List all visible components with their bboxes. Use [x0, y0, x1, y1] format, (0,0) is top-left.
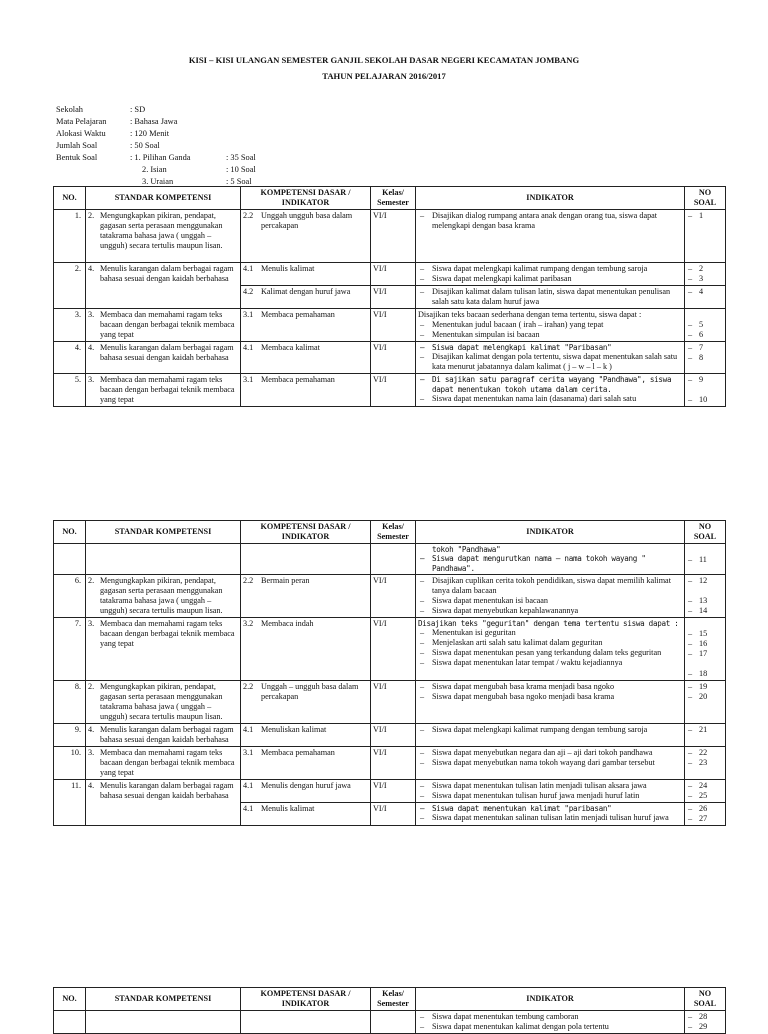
indikator-item: – Siswa dapat melengkapi kalimat paribasan — [418, 274, 682, 284]
sk-text: Membaca dan memahami ragam teks bacaan dengan berbagai teknik membaca yang tepat — [100, 747, 235, 777]
row-no: 7. — [54, 617, 86, 680]
kd-cell — [241, 779, 371, 802]
sk-num: 3. — [88, 747, 95, 757]
col-kelas: Kelas/ Semester — [371, 187, 416, 210]
soal-cell — [685, 617, 726, 680]
soal-number: – 21 — [687, 725, 723, 735]
indikator-cell — [416, 374, 685, 407]
kd-cell — [241, 309, 371, 342]
indikator-cell — [416, 779, 685, 802]
soal-number: – 25 — [687, 791, 723, 801]
label-jumlah: Jumlah Soal — [56, 141, 98, 150]
soal-number: – 17 — [687, 649, 723, 659]
soal-number: – 27 — [687, 814, 723, 824]
table-row — [54, 309, 726, 342]
label-mapel: Mata Pelajaran — [56, 117, 107, 126]
soal-number: – 16 — [687, 639, 723, 649]
kd-cell — [241, 574, 371, 617]
sk-text: Menulis karangan dalam berbagai ragam bahasa sesuai dengan kaidah berbahasa — [100, 343, 234, 362]
kisi-table-1 — [53, 186, 726, 407]
table-row — [54, 680, 726, 723]
indikator-item: – Siswa dapat menyebutkan nama tokoh wayang dari gambar tersebut — [418, 758, 682, 768]
label-sekolah: Sekolah — [56, 105, 83, 114]
indikator-item: – Siswa dapat menentukan salinan tulisan latin menjadi tulisan huruf jawa — [418, 813, 682, 823]
sk-text: Mengungkapkan pikiran, pendapat, gagasan serta perasaan menggunakan tatakrama bahasa jawa ( unggah – ungguh) secara tertulis maupun lisan. — [100, 211, 223, 250]
sk-cell — [86, 746, 241, 779]
sk-text: Mengungkapkan pikiran, pendapat, gagasan serta perasaan menggunakan tatakrama bahasa jawa ( unggah – ungguh) secara tertulis maupun lisan. — [100, 681, 223, 721]
kelas-cell: VI/I — [371, 342, 416, 374]
soal-number: – 7 — [687, 343, 723, 353]
value-sekolah: : SD — [130, 105, 146, 114]
document-subtitle: TAHUN PELAJARAN 2016/2017 — [322, 71, 446, 81]
row-no: 2. — [54, 263, 86, 309]
sk-cell — [86, 680, 241, 723]
sk-text: Membaca dan memahami ragam teks bacaan dengan berbagai teknik membaca yang tepat — [100, 618, 235, 648]
row-no: 11. — [54, 779, 86, 825]
kelas-cell: VI/I — [371, 374, 416, 407]
table-row — [54, 544, 726, 575]
sk-num: 3. — [88, 618, 95, 628]
indikator-item: – Menentukan isi geguritan — [418, 628, 682, 638]
indikator-item: – Siswa dapat melengkapi kalimat rumpang dengan tembung saroja — [418, 264, 682, 274]
soal-cell — [685, 263, 726, 286]
table-row — [54, 779, 726, 802]
indikator-cell — [416, 309, 685, 342]
kd-text: Menulis dengan huruf jawa — [261, 780, 351, 790]
kd-num: 4.1 — [243, 803, 254, 813]
row-no: 5. — [54, 374, 86, 407]
kd-text: Menuliskan kalimat — [261, 724, 327, 734]
col-no: NO. — [54, 521, 86, 544]
kd-cell — [241, 374, 371, 407]
indikator-cell — [416, 746, 685, 779]
kelas-cell: VI/I — [371, 779, 416, 802]
indikator-item: – Siswa dapat menentukan isi bacaan — [418, 596, 682, 606]
soal-number: – 24 — [687, 781, 723, 791]
kd-num: 3.2 — [243, 618, 254, 628]
sk-num: 4. — [88, 264, 95, 273]
bentuk-name: 3. Uraian — [142, 177, 174, 186]
bentuk-count: : 10 Soal — [226, 165, 256, 174]
indikator-item: – Disajikan dialog rumpang antara anak dengan orang tua, siswa dapat melengkapi dengan basa krama — [418, 211, 682, 231]
sk-num: 2. — [88, 211, 95, 220]
kd-cell — [241, 723, 371, 746]
soal-cell — [685, 779, 726, 802]
sk-cell — [86, 263, 241, 309]
kd-num: 2.2 — [243, 211, 254, 220]
kelas-cell: VI/I — [371, 723, 416, 746]
soal-number: – 9 — [687, 375, 723, 385]
indikator-item: – Siswa dapat menentukan tembung camboran — [418, 1012, 682, 1022]
kd-num: 4.2 — [243, 287, 254, 296]
indikator-item: – Siswa dapat melengkapi kalimat rumpang dengan tembung saroja — [418, 725, 682, 735]
sk-text: Membaca dan memahami ragam teks bacaan dengan berbagai teknik membaca yang tepat — [100, 375, 235, 405]
soal-cell — [685, 374, 726, 407]
soal-number: – 2 — [687, 264, 723, 274]
soal-cell — [685, 802, 726, 825]
soal-number: – 22 — [687, 748, 723, 758]
label-alokasi: Alokasi Waktu — [56, 129, 106, 138]
indikator-cell — [416, 342, 685, 374]
row-no: 4. — [54, 342, 86, 374]
indikator-cell — [416, 617, 685, 680]
indikator-intro: Disajikan teks "geguritan" dengan tema tertentu siswa dapat : — [418, 618, 679, 628]
kd-cell — [241, 263, 371, 286]
soal-number: – 26 — [687, 804, 723, 814]
soal-cell — [685, 723, 726, 746]
kd-text: Membaca pemahaman — [261, 747, 335, 757]
soal-cell — [685, 680, 726, 723]
indikator-item: – Siswa dapat menentukan tulisan latin menjadi tulisan aksara jawa — [418, 781, 682, 791]
kisi-table-2 — [53, 520, 726, 826]
indikator-item: – Menentukan judul bacaan ( irah – irahan) yang tepat — [418, 320, 682, 330]
kelas-cell: VI/I — [371, 574, 416, 617]
value-jumlah: : 50 Soal — [130, 141, 160, 150]
table-row — [54, 617, 726, 680]
indikator-item: – Disajikan kalimat dalam tulisan latin, siswa dapat menentukan penulisan salah satu kata dalam huruf jawa — [418, 287, 682, 307]
kelas-cell: VI/I — [371, 210, 416, 263]
row-no: 9. — [54, 723, 86, 746]
sk-text: Menulis karangan dalam berbagai ragam bahasa sesuai dengan kaidah berbahasa — [100, 724, 234, 744]
kd-num: 3.1 — [243, 747, 254, 757]
soal-number: – 20 — [687, 692, 723, 702]
soal-number: – 18 — [687, 669, 723, 679]
indikator-continuation: tokoh "Pandhawa" — [432, 545, 501, 554]
indikator-cell — [416, 802, 685, 825]
sk-text: Menulis karangan dalam berbagai ragam bahasa sesuai dengan kaidah berbahasa — [100, 780, 234, 800]
table-row — [54, 342, 726, 374]
soal-cell — [685, 746, 726, 779]
soal-cell — [685, 309, 726, 342]
table-row — [54, 210, 726, 263]
sk-num: 4. — [88, 780, 95, 790]
soal-cell — [685, 574, 726, 617]
kelas-cell: VI/I — [371, 746, 416, 779]
bentuk-name: 2. Isian — [142, 165, 167, 174]
kd-cell — [241, 680, 371, 723]
table-row — [54, 723, 726, 746]
col-kd: KOMPETENSI DASAR / INDIKATOR — [241, 988, 371, 1011]
label-bentuk: Bentuk Soal — [56, 153, 98, 162]
soal-number: – 28 — [687, 1012, 723, 1022]
sk-num: 4. — [88, 724, 95, 734]
kd-cell — [241, 802, 371, 825]
bentuk-name: : 1. Pilihan Ganda — [130, 153, 191, 162]
indikator-cell — [416, 210, 685, 263]
col-kelas: Kelas/ Semester — [371, 988, 416, 1011]
indikator-item: – Disajikan cuplikan cerita tokoh pendidikan, siswa dapat memilih kalimat tanya dalam bacaan — [418, 576, 682, 596]
indikator-item: – Siswa dapat menentukan kalimat "paribasan" — [418, 804, 682, 813]
indikator-cell — [416, 680, 685, 723]
col-soal: NO SOAL — [685, 521, 726, 544]
soal-number: – 19 — [687, 682, 723, 692]
kelas-cell: VI/I — [371, 263, 416, 286]
kd-text: Kalimat dengan huruf jawa — [261, 287, 351, 296]
sk-cell — [86, 779, 241, 825]
soal-number: – 4 — [687, 287, 723, 297]
soal-number: – 6 — [687, 330, 723, 340]
identity-block — [54, 103, 258, 189]
indikator-cell — [416, 263, 685, 286]
soal-cell — [685, 544, 726, 575]
indikator-item: – Siswa dapat menyebutkan kepahlawanannya — [418, 606, 682, 616]
sk-text: Mengungkapkan pikiran, pendapat, gagasan serta perasaan menggunakan tatakrama bahasa jawa ( unggah – ungguh) secara tertulis maupun lisan. — [100, 575, 223, 615]
row-no: 10. — [54, 746, 86, 779]
kd-num: 4.1 — [243, 264, 254, 273]
soal-cell — [685, 210, 726, 263]
indikator-item: – Menjelaskan arti salah satu kalimat dalam geguritan — [418, 638, 682, 648]
col-kelas: Kelas/ Semester — [371, 521, 416, 544]
indikator-item: – Siswa dapat melengkapi kalimat "Paribasan" — [418, 343, 682, 352]
table-row — [54, 374, 726, 407]
col-indikator: INDIKATOR — [416, 187, 685, 210]
indikator-item: – Siswa dapat mengurutkan nama – nama tokoh wayang " Pandhawa". — [418, 554, 682, 573]
document-title: KISI – KISI ULANGAN SEMESTER GANJIL SEKOLAH DASAR NEGERI KECAMATAN JOMBANG — [188, 55, 580, 65]
soal-number: – 14 — [687, 606, 723, 616]
soal-number: – 3 — [687, 274, 723, 284]
kd-num: 4.1 — [243, 780, 254, 790]
kd-num: 3.1 — [243, 310, 254, 319]
kisi-table-3 — [53, 987, 726, 1034]
kelas-cell: VI/I — [371, 617, 416, 680]
value-mapel: : Bahasa Jawa — [130, 117, 178, 126]
table-row — [54, 263, 726, 286]
kd-num: 2.2 — [243, 681, 254, 691]
indikator-cell — [416, 723, 685, 746]
kd-cell — [241, 342, 371, 374]
sk-cell — [86, 342, 241, 374]
kd-num: 2.2 — [243, 575, 254, 585]
sk-cell — [86, 574, 241, 617]
sk-num: 4. — [88, 343, 95, 352]
col-sk: STANDAR KOMPETENSI — [86, 988, 241, 1011]
indikator-cell — [416, 574, 685, 617]
soal-cell — [685, 342, 726, 374]
kd-cell — [241, 286, 371, 309]
kd-text: Membaca kalimat — [261, 343, 320, 352]
row-no: 6. — [54, 574, 86, 617]
kd-num: 3.1 — [243, 375, 254, 385]
col-kd: KOMPETENSI DASAR / INDIKATOR — [241, 521, 371, 544]
table-row — [54, 746, 726, 779]
soal-number: – 5 — [687, 320, 723, 330]
soal-cell — [685, 286, 726, 309]
row-no: 8. — [54, 680, 86, 723]
indikator-intro: Disajikan teks bacaan sederhana dengan tema tertentu, siswa dapat : — [418, 310, 642, 319]
kelas-cell: VI/I — [371, 286, 416, 309]
indikator-cell — [416, 1011, 685, 1034]
col-soal: NO SOAL — [685, 988, 726, 1011]
sk-cell — [86, 309, 241, 342]
col-no: NO. — [54, 988, 86, 1011]
indikator-item: – Siswa dapat mengubah basa ngoko menjadi basa krama — [418, 692, 682, 702]
soal-number: – 15 — [687, 629, 723, 639]
sk-cell — [86, 210, 241, 263]
indikator-item: – Di sajikan satu paragraf cerita wayang "Pandhawa", siswa dapat menentukan tokoh utama dalam cerita. — [418, 375, 682, 394]
kd-text: Unggah – ungguh basa dalam percakapan — [261, 681, 359, 701]
row-no: 3. — [54, 309, 86, 342]
col-sk: STANDAR KOMPETENSI — [86, 521, 241, 544]
bentuk-count: : 5 Soal — [226, 177, 252, 186]
soal-number: – 13 — [687, 596, 723, 606]
kd-cell — [241, 746, 371, 779]
kelas-cell: VI/I — [371, 680, 416, 723]
indikator-item: – Siswa dapat menyebutkan negara dan aji – aji dari tokoh pandhawa — [418, 748, 682, 758]
soal-number: – 12 — [687, 576, 723, 586]
col-indikator: INDIKATOR — [416, 521, 685, 544]
kelas-cell: VI/I — [371, 309, 416, 342]
kelas-cell: VI/I — [371, 802, 416, 825]
col-kd: KOMPETENSI DASAR / INDIKATOR — [241, 187, 371, 210]
sk-cell — [86, 617, 241, 680]
sk-num: 3. — [88, 375, 95, 385]
soal-number: – 8 — [687, 353, 723, 363]
indikator-item: – Siswa dapat menentukan kalimat dengan pola tertentu — [418, 1022, 682, 1032]
kd-num: 4.1 — [243, 724, 254, 734]
indikator-item: – Siswa dapat mengubah basa krama menjadi basa ngoko — [418, 682, 682, 692]
soal-number: – 10 — [687, 395, 723, 405]
col-indikator: INDIKATOR — [416, 988, 685, 1011]
kd-text: Bermain peran — [261, 575, 310, 585]
indikator-cell — [416, 286, 685, 309]
col-sk: STANDAR KOMPETENSI — [86, 187, 241, 210]
indikator-item: – Menentukan simpulan isi bacaan — [418, 330, 682, 340]
soal-number: – 23 — [687, 758, 723, 768]
kd-text: Menulis kalimat — [261, 803, 315, 813]
sk-text: Menulis karangan dalam berbagai ragam bahasa sesuai dengan kaidah berbahasa — [100, 264, 234, 283]
kd-cell — [241, 617, 371, 680]
table-row — [54, 1011, 726, 1034]
kd-text: Unggah ungguh basa dalam percakapan — [261, 211, 353, 230]
sk-num: 3. — [88, 310, 95, 319]
col-no: NO. — [54, 187, 86, 210]
value-alokasi: : 120 Menit — [130, 129, 170, 138]
indikator-item: – Siswa dapat menentukan pesan yang terkandung dalam teks geguritan — [418, 648, 682, 658]
table-row — [54, 574, 726, 617]
indikator-cell — [416, 544, 685, 575]
row-no: 1. — [54, 210, 86, 263]
kd-text: Membaca pemahaman — [261, 310, 335, 319]
sk-text: Membaca dan memahami ragam teks bacaan dengan berbagai teknik membaca yang tepat — [100, 310, 235, 339]
sk-num: 2. — [88, 681, 95, 691]
bentuk-count: : 35 Soal — [226, 153, 256, 162]
sk-cell — [86, 723, 241, 746]
col-soal: NO SOAL — [685, 187, 726, 210]
sk-cell — [86, 374, 241, 407]
kd-num: 4.1 — [243, 343, 254, 352]
soal-number: – 29 — [687, 1022, 723, 1032]
indikator-item: – Disajikan kalimat dengan pola tertentu, siswa dapat menentukan salah satu kata menurut jabatannya dalam kalimat ( j – w – l – k ) — [418, 352, 682, 372]
kd-text: Membaca indah — [261, 618, 314, 628]
soal-number: – 11 — [687, 555, 723, 565]
indikator-item: – Siswa dapat menentukan nama lain (dasanama) dari salah satu — [418, 394, 682, 404]
indikator-item: – Siswa dapat menentukan tulisan huruf jawa menjadi huruf latin — [418, 791, 682, 801]
sk-num: 2. — [88, 575, 95, 585]
kd-cell — [241, 210, 371, 263]
kd-text: Membaca pemahaman — [261, 375, 335, 385]
soal-cell — [685, 1011, 726, 1034]
indikator-item: – Siswa dapat menentukan latar tempat / waktu kejadiannya — [418, 658, 682, 668]
kd-text: Menulis kalimat — [261, 264, 315, 273]
soal-number: – 1 — [687, 211, 723, 221]
